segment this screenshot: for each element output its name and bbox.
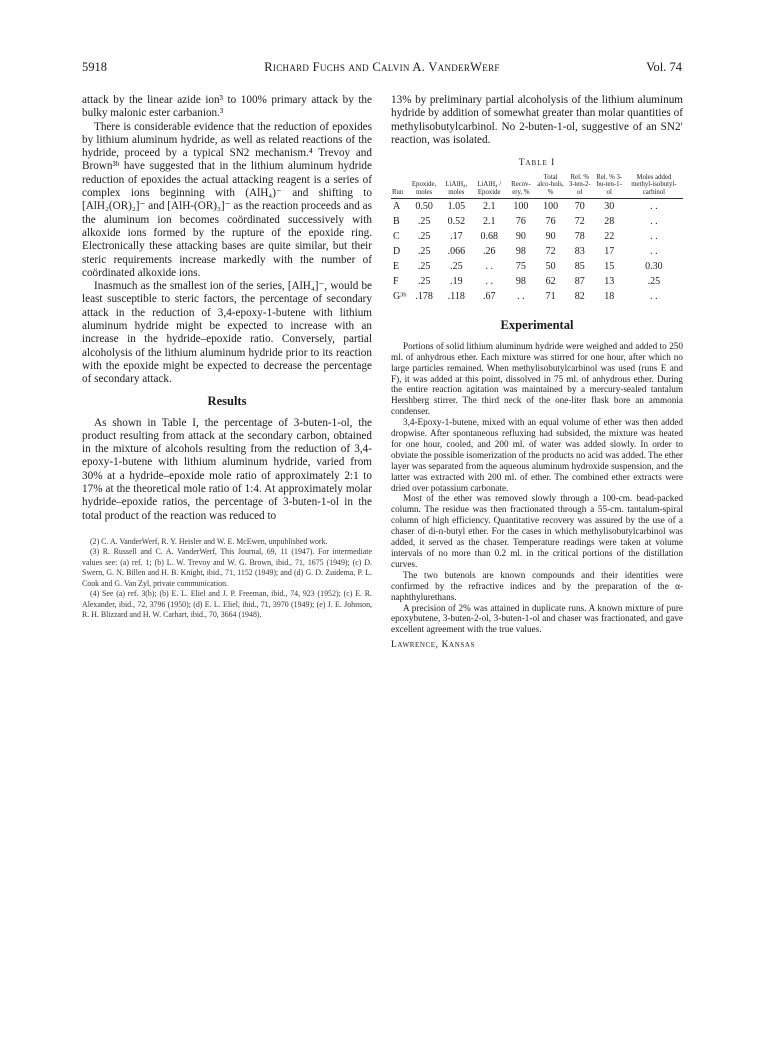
table-cell: .17 — [450, 230, 463, 242]
table-cell: .67 — [482, 290, 496, 302]
volume-label: Vol. 74 — [646, 60, 682, 74]
column-header: Total alco-hols, % — [535, 174, 566, 198]
table-cell: 100 — [543, 200, 559, 212]
column-header: Moles added methyl-isobutyl-carbinol — [625, 174, 683, 198]
table-cell: C — [393, 230, 400, 242]
table-cell: 0.30 — [645, 260, 663, 272]
table-cell: 100 — [513, 200, 529, 212]
table-body — [391, 198, 683, 304]
table-cell: .25 — [647, 275, 661, 287]
table-cell: 28 — [604, 215, 615, 227]
table-cell: E — [393, 260, 400, 272]
table-cell: B — [393, 215, 400, 227]
table-row — [391, 229, 683, 244]
table-cell: . . — [485, 260, 493, 272]
column-header: Run — [391, 174, 407, 198]
table-cell: D — [393, 245, 401, 257]
table-cell: 76 — [545, 215, 556, 227]
table-cell: .118 — [447, 290, 465, 302]
table-cell: 90 — [515, 230, 526, 242]
table-cell: 30 — [604, 200, 615, 212]
column-header: Epoxide, moles — [407, 174, 441, 198]
footnote: (3) R. Russell and C. A. VanderWerf, This Journal, 69, 11 (1947). For intermediate values see: (a) ref. 1; (b) L. W. Trevoy and W. G. Brown, ibid., 71, 1675 (1949); (c) D. Swern, G. N. Billen and H. B. Knight, ibid., 71, 1152 (1949); and (d) G. D. Zuidema, P. L. Cook and G. Van Zyl, private communication. — [82, 547, 372, 588]
table-cell: 62 — [545, 275, 556, 287]
table-cell: F — [393, 275, 399, 287]
table-row — [391, 259, 683, 274]
table-cell: 85 — [574, 260, 585, 272]
paragraph: 13% by preliminary partial alcoholysis of the lithium aluminum hydride by addition of somewhat greater than molar quantities of methylisobutylcarbinol. No 2-buten-1-ol, suggestive of an SN2′ reaction, was isolated. — [391, 94, 683, 146]
table-cell: 22 — [604, 230, 615, 242]
table-cell: 83 — [574, 245, 585, 257]
footnote: (2) C. A. VanderWerf, R. Y. Heisler and W. E. McEwen, unpublished work. — [90, 536, 328, 546]
table-row — [391, 244, 683, 259]
table-cell: .25 — [417, 215, 431, 227]
table-cell: .25 — [450, 260, 463, 272]
table-cell: .25 — [417, 260, 431, 272]
page-number: 5918 — [82, 60, 107, 74]
table-cell: 18 — [604, 290, 615, 302]
table-cell: . . — [650, 230, 658, 242]
table-cell: 98 — [515, 245, 526, 257]
table-cell: . . — [485, 275, 493, 287]
table-row — [391, 289, 683, 304]
location-signoff: Lawrence, Kansas — [391, 640, 476, 651]
table-cell: . . — [517, 290, 525, 302]
running-title: Richard Fuchs and Calvin A. VanderWerf — [264, 60, 500, 74]
table-cell: 90 — [545, 230, 556, 242]
table-cell: 15 — [604, 260, 615, 272]
table-cell: 72 — [545, 245, 556, 257]
table-cell: .066 — [447, 245, 466, 257]
running-header — [82, 60, 682, 78]
table-cell: 50 — [545, 260, 556, 272]
table-cell: 76 — [515, 215, 526, 227]
paragraph: There is considerable evidence that the reduction of epoxides by lithium aluminum hydride, as well as related reactions of the hydride, proceed by a typical SN2 mechanism.⁴ Trevoy and Brown³ᵇ have suggested that in the lithium aluminum hydride reduction of epoxides the actual attacking reagent is a series of complex ions beginning with (AlH₄)⁻ and shifting to [AlH₂(OR)₂]⁻ and [AlH-(OR)₃]⁻ as the reaction proceeds and as the aluminum ion becomes coördinated successively with alkoxide ions formed by the rupture of the epoxide ring. Electronically these attacking bases are quite similar, but their steric requirements increase markedly with the number of coördinated alkoxide ions. — [82, 120, 372, 279]
column-header: LiAlH₄, moles — [441, 174, 472, 198]
table-cell: . . — [650, 290, 658, 302]
table-cell: G³ᵇ — [393, 290, 407, 302]
table-cell: 2.1 — [482, 215, 496, 227]
table-cell: 78 — [574, 230, 585, 242]
table-cell: 1.05 — [447, 200, 466, 212]
paragraph: 3,4-Epoxy-1-butene, mixed with an equal volume of ether was then added dropwise. After spontaneous refluxing had subsided, the mixture was heated for one hour, cooled, and 200 ml. of water was added slowly. In order to obviate the possible isomerization of the products no acid was added. The ether layer was separated from the aqueous aluminum hydroxide suspension, and the latter was extracted with 200 ml. of ether. The combined ether extracts were dried over potassium carbonate. — [391, 417, 683, 493]
table-cell: .25 — [417, 275, 431, 287]
paragraph: attack by the linear azide ion³ to 100% primary attack by the bulky malonic ester carbanion.³ — [82, 94, 372, 120]
right-column — [391, 94, 683, 650]
data-table — [391, 174, 683, 304]
table-cell: .25 — [417, 245, 431, 257]
table-caption: Table I — [518, 158, 556, 169]
column-header: Rel. % 3-ten-2-ol — [566, 174, 594, 198]
table-cell: 13 — [604, 275, 615, 287]
table-header-row — [391, 174, 683, 198]
column-header: LiAlH₄ / Epoxide — [472, 174, 507, 198]
paragraph: Most of the ether was removed slowly through a 100-cm. bead-packed column. The residue was then fractionated through a 55-cm. tantalum-spiral column of high efficiency. Quantitative recovery was assured by the use of a chaser of di-n-butyl ether. For the cases in which methylisobutylcarbinol was added, it served as the chaser. Temperature readings were taken at volume intervals of no more than 0.2 ml. in the critical portions of the distillation curves. — [391, 493, 683, 569]
table-cell: . . — [650, 215, 658, 227]
table-cell: 82 — [574, 290, 585, 302]
table-cell: 2.1 — [482, 200, 496, 212]
paragraph: Portions of solid lithium aluminum hydride were weighed and added to 250 ml. of anhydrous ether. Each mixture was stirred for one hour, after which no large particles remained. When methylisobutylcarbinol was used (runs E and F), it was added at this point, dissolved in 75 ml. of anhydrous ether. During the entire reaction agitation was maintained by a mercury-sealed tantalum Hershberg stirrer. The third neck of the one-liter flask bore an ammonia condenser. — [391, 340, 683, 417]
table-row — [391, 198, 683, 214]
paragraph: The two butenols are known compounds and their identities were confirmed by the refractive indices and by the preparation of the α-naphthylurethans. — [391, 569, 683, 602]
table-cell: 70 — [574, 200, 585, 212]
table-cell: . . — [650, 245, 658, 257]
table-cell: .19 — [450, 275, 463, 287]
table-cell: 75 — [515, 260, 526, 272]
table-cell: 0.50 — [415, 200, 433, 212]
table-cell: 0.52 — [447, 215, 466, 227]
table-row — [391, 274, 683, 289]
paragraph: Inasmuch as the smallest ion of the series, [AlH₄]⁻, would be least susceptible to steric factors, the percentage of secondary attack in the reduction of 3,4-epoxy-1-butene with lithium aluminum hydride might be expected to increase with an increase in the hydride–epoxide ratio. Conversely, partial alcoholysis of the lithium aluminum hydride prior to its reaction with the epoxide might be expected to decrease the percentage of secondary attack. — [82, 280, 372, 386]
table-cell: 98 — [515, 275, 526, 287]
table-cell: 0.68 — [480, 230, 498, 242]
paragraph: A precision of 2% was attained in duplicate runs. A known mixture of pure epoxybutene, 3-buten-2-ol, 3-buten-1-ol and chaser was fractionated, and gave excellent agreement with the true values. — [391, 602, 683, 635]
table-cell: 17 — [604, 245, 615, 257]
table-row — [391, 214, 683, 229]
table-cell: .25 — [417, 230, 431, 242]
footnotes — [82, 537, 372, 621]
column-header: Recov-ery, % — [507, 174, 536, 198]
results-heading: Results — [207, 393, 247, 408]
paragraph: As shown in Table I, the percentage of 3-buten-1-ol, the product resulting from attack at the secondary carbon, obtained in the mixture of alcohols resulting from the reduction of 3,4-epoxy-1-butene with lithium aluminum hydride, varied from 30% at a hydride–epoxide mole ratio of approximately 2:1 to 17% at the theoretical mole ratio of 1:4. At approximately molar hydride–epoxide ratios, the percentage of 3-buten-1-ol in the total product of the reaction was reduced to — [82, 416, 372, 522]
footnote: (4) See (a) ref. 3(b); (b) E. L. Eliel and J. P. Freeman, ibid., 74, 923 (1952); (c) E. R. Alexander, ibid., 72, 3796 (1950); (d) E. L. Eliel, ibid., 71, 3970 (1949); (e) J. E. Johnson, R. H. Blizzard and H. W. Carhart, ibid., 70, 3664 (1948). — [82, 589, 372, 620]
table-cell: 72 — [574, 215, 585, 227]
table-cell: .178 — [415, 290, 433, 302]
table-cell: 71 — [545, 290, 556, 302]
table-cell: . . — [650, 200, 658, 212]
experimental-section — [391, 341, 683, 635]
table-cell: .26 — [482, 245, 496, 257]
experimental-heading: Experimental — [500, 317, 574, 332]
table-cell: 87 — [574, 275, 585, 287]
column-header: Rel. % 3-bu-ten-1-ol — [594, 174, 625, 198]
left-column — [82, 94, 372, 621]
table-cell: A — [393, 200, 401, 212]
